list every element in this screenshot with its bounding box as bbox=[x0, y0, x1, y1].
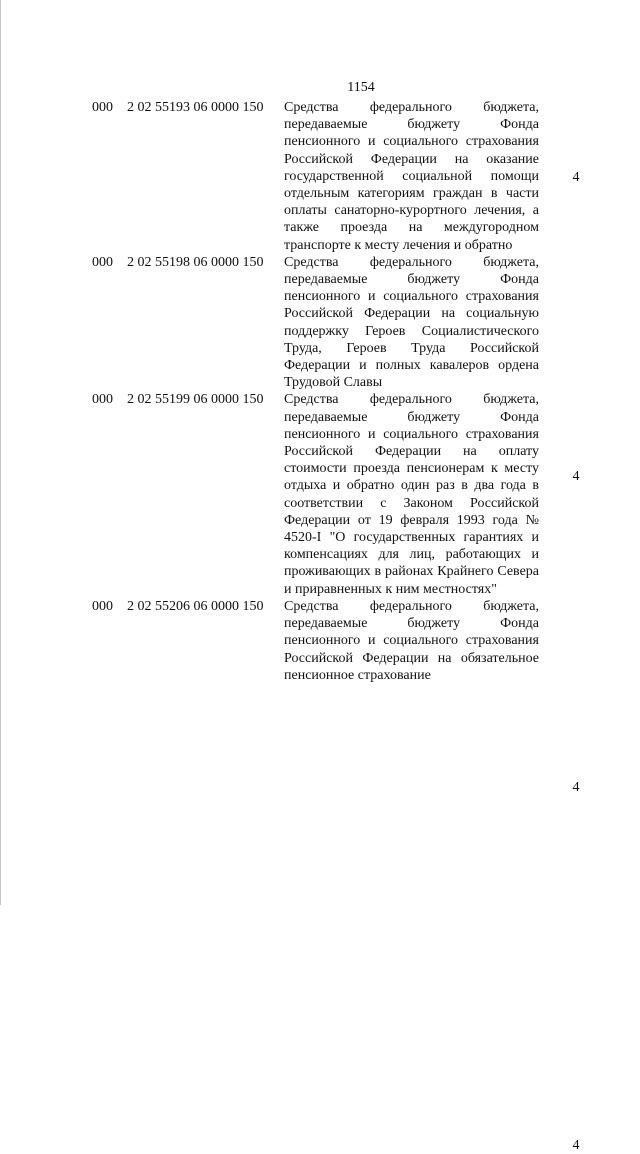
amount-value: 4 bbox=[572, 170, 580, 185]
amount-value: 4 bbox=[572, 468, 580, 484]
income-code: 2 02 55198 06 0000 150 bbox=[127, 254, 264, 270]
admin-code: 000 bbox=[92, 254, 113, 270]
admin-code: 000 bbox=[92, 100, 113, 115]
income-code: 2 02 55206 06 0000 150 bbox=[127, 598, 264, 614]
table-row bbox=[0, 99, 640, 254]
admin-code: 000 bbox=[92, 598, 113, 614]
income-description: Средства федерального бюджета, передаваемые бюджету Фонда пенсионного и социального страхования Российской Федерации на оказание государственной социальной помощи отдельным категориям граждан в части оплаты санаторно-курортного лечения, а также проезда на междугородном транспорте к месту лечения и обратно bbox=[284, 100, 539, 253]
income-code: 2 02 55193 06 0000 150 bbox=[127, 100, 264, 115]
page-number: 1154 bbox=[347, 80, 375, 95]
amount-value: 4 bbox=[572, 1137, 580, 1153]
amount-value: 4 bbox=[572, 780, 580, 796]
budget-table bbox=[0, 99, 640, 1153]
income-description: Средства федерального бюджета, передаваемые бюджету Фонда пенсионного и социального страхования Российской Федерации на обязательное пенсионное страхование bbox=[284, 598, 539, 683]
table-row bbox=[0, 598, 640, 1153]
income-description: Средства федерального бюджета, передаваемые бюджету Фонда пенсионного и социального страхования Российской Федерации на оплату стоимости проезда пенсионерам к месту отдыха и обратно один раз в два года в соответствии с Законом Российской Федерации от 19 февраля 1993 года № 4520-I "О государственных гарантиях и компенсациях для лиц, работающих и проживающих в районах Крайнего Севера и приравненных к ним местностях" bbox=[284, 392, 539, 597]
income-code: 2 02 55199 06 0000 150 bbox=[127, 392, 264, 408]
admin-code: 000 bbox=[92, 392, 113, 408]
income-description: Средства федерального бюджета, передаваемые бюджету Фонда пенсионного и социального страхования Российской Федерации на социальную поддержку Героев Социалистического Труда, Героев Труда Российской Федерации и полных кавалеров ордена Трудовой Славы bbox=[284, 254, 539, 391]
